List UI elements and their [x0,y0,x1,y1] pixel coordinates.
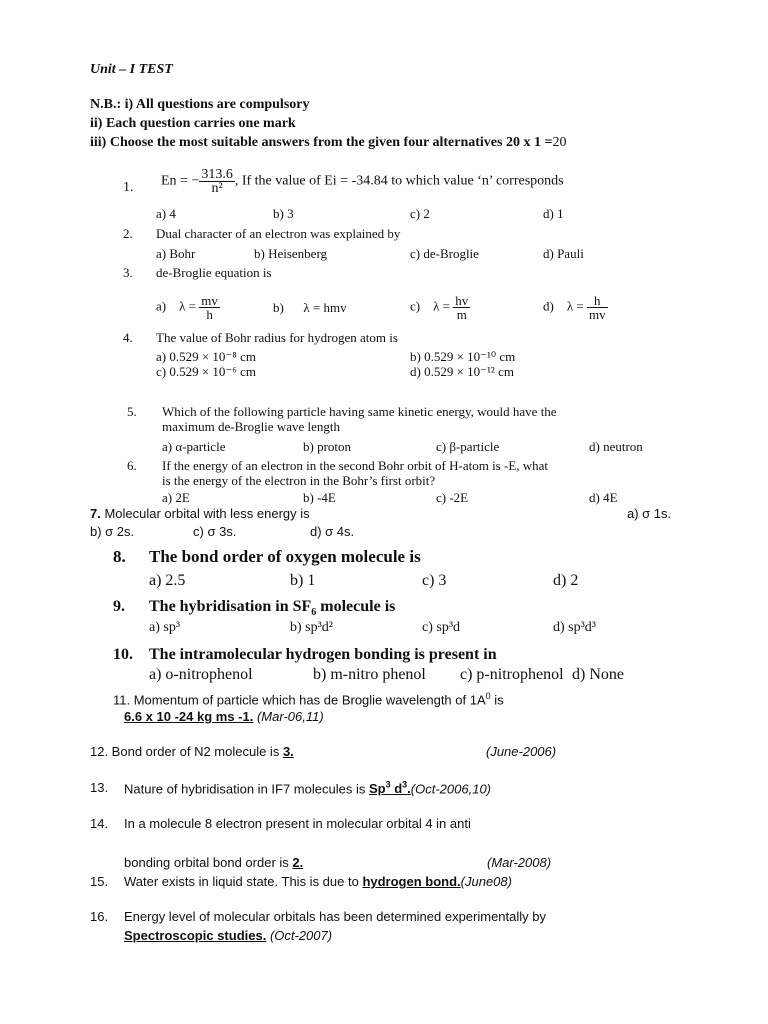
option-b: b) 0.529 × 10⁻¹⁰ cm [410,349,516,364]
exam-reference: (June08) [460,874,512,889]
question-number: 13. [90,780,109,795]
question-text-line-2: bonding orbital bond order is 2. [124,855,304,870]
option-a: a) Bohr [156,246,196,261]
question-text: The intramolecular hydrogen bonding is present in [149,646,497,663]
question-text: Dual character of an electron was explained by [156,226,401,241]
option-a: a) σ 1s. [627,506,672,521]
option-c: c) β-particle [436,439,500,454]
option-d: d) σ 4s. [310,524,355,539]
answer: 3. [282,744,294,759]
option-d: d) 0.529 × 10⁻¹² cm [410,364,514,379]
option-d: d) 4E [589,490,618,505]
option-c: c) -2E [436,490,469,505]
option-a: a) o-nitrophenol [149,666,253,683]
answer: hydrogen bond. [362,874,461,889]
option-c: c) sp³d [422,620,461,635]
question-text-line-1: Which of the following particle having same kinetic energy, would have the [162,404,557,419]
question-number: 15. [90,874,109,889]
option-b: b) 3 [273,206,294,221]
question-text-line-2: maximum de-Broglie wave length [162,419,340,434]
option-a: a) 2.5 [149,572,186,589]
option-b: b) m-nitro phenol [313,666,426,683]
question-text: The bond order of oxygen molecule is [149,547,421,566]
instruction-1: N.B.: i) All questions are compulsory [90,97,310,112]
question-text: 12. Bond order of N2 molecule is 3. [90,744,294,759]
option-c: c) 2 [410,206,430,221]
option-a: a) λ = $\frac{mv}{h}$ [156,293,218,322]
option-b: b) sp³d² [290,620,334,635]
answer: Sp$^3$ $d^3$. [368,780,411,797]
option-b: b) Heisenberg [254,246,328,261]
question-number: 9. [113,598,125,615]
question-text-line-1: In a molecule 8 electron present in molecular orbital 4 in anti [124,816,471,831]
question-text: de-Broglie equation is [156,265,272,280]
option-d: d) sp³d³ [553,620,597,635]
exam-reference: (Mar-06,11) [253,709,324,724]
question-number: 1. [123,180,134,195]
question-text-line-2: is the energy of the electron in the Bohr’s first orbit? [162,473,436,488]
option-d: d) 2 [553,572,579,589]
question-number: 3. [123,265,133,280]
option-c: c) 0.529 × 10⁻⁶ cm [156,364,256,379]
question-number: 2. [123,226,133,241]
option-b: b) -4E [303,490,336,505]
question-text: 7. Molecular orbital with less energy is [90,506,310,521]
question-number: 4. [123,330,133,345]
question-text: Nature of hybridisation in IF7 molecules is Sp$^3$ $d^3.(Oct-2006,10)$ [124,780,491,797]
question-number: 10. [113,646,133,663]
exam-reference: (June-2006) [486,744,557,759]
option-b: b) proton [303,439,352,454]
question-text-line-1: Energy level of molecular orbitals has been determined experimentally by [124,909,546,924]
option-b: b) σ 2s. [90,524,135,539]
option-c: c) p-nitrophenol [460,666,564,683]
question-text: The value of Bohr radius for hydrogen atom is [156,330,398,345]
option-c: c) de-Broglie [410,246,479,261]
question-text: En = − $\frac{313.6}{\text{n²}}$ , If the value of Ei = -34.84 to which value ‘n’ corresponds [161,167,564,196]
question-number: 14. [90,816,109,831]
option-d: d) Pauli [543,246,584,261]
answer: 2. [292,855,304,870]
answer: Spectroscopic studies. [124,928,267,943]
option-c: c) λ = $\frac{hv}{m}$ [410,293,469,322]
instruction-3: iii) Choose the most suitable answers from the given four alternatives 20 x 1 =20 [90,135,567,150]
question-text-line-1: If the energy of an electron in the second Bohr orbit of H-atom is -E, what [162,458,549,473]
answer: 6.6 x 10 -24 kg ms -1. [124,709,254,724]
exam-reference: (Mar-2008) [487,855,552,870]
question-number: 8. [113,547,126,566]
option-a: a) sp³ [149,620,181,635]
question-text: 11. Momentum of particle which has de Broglie wavelength of $1A^0$ is [113,691,504,708]
question-number: 5. [127,404,137,419]
option-c: c) σ 3s. [193,524,237,539]
option-d: d) neutron [589,439,643,454]
exam-reference: (Oct-2007) [266,928,333,943]
question-number: 6. [127,458,137,473]
option-a: a) 0.529 × 10⁻⁸ cm [156,349,256,364]
option-d: d) λ = $\frac{h}{mv}$ [543,293,606,322]
question-text: The hybridisation in $SF_6$ molecule is [149,598,396,619]
answer-line [124,709,324,724]
option-b: b) 1 [290,572,316,589]
option-d: d) None [572,666,624,683]
page-title: Unit – I TEST [90,62,173,77]
answer-line [124,928,332,943]
question-text: Water exists in liquid state. This is due to hydrogen bond.(June08) [124,874,512,889]
option-a: a) 2E [162,490,190,505]
instruction-2: ii) Each question carries one mark [90,116,296,131]
option-a: a) α-particle [162,439,226,454]
option-a: a) 4 [156,206,176,221]
option-c: c) 3 [422,572,447,589]
option-b: b) λ = hmv [273,300,347,315]
question-number: 16. [90,909,109,924]
exam-reference: (Oct-2006,10) [410,781,491,797]
option-d: d) 1 [543,206,564,221]
